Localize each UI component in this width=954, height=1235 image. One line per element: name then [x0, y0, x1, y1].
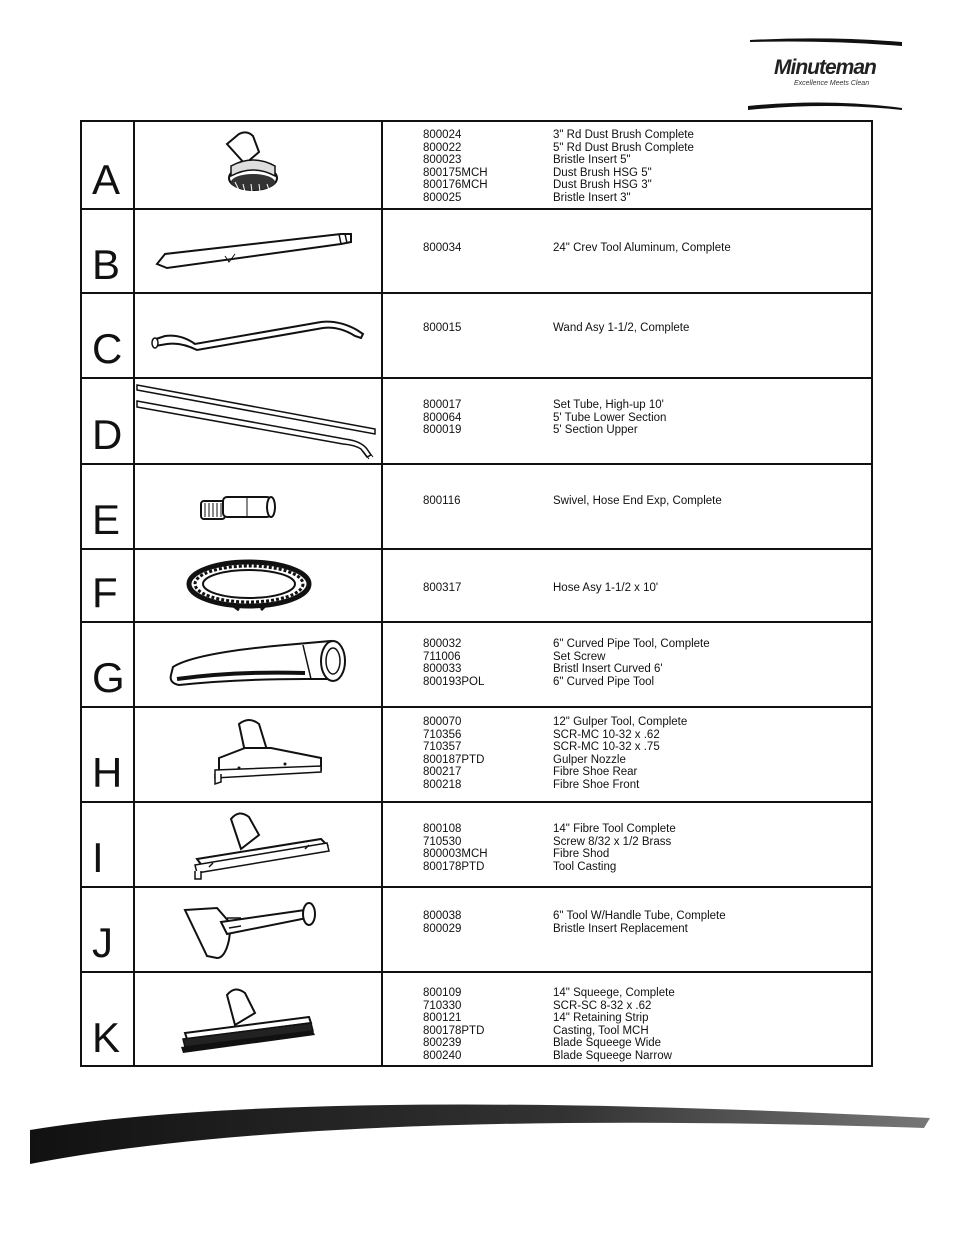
part-description: Bristle Insert 3": [553, 191, 631, 204]
part-line: [423, 179, 861, 192]
row-letter: B: [92, 241, 121, 288]
part-description: Bristle Insert 5": [553, 154, 631, 167]
part-picture-cell: [135, 210, 383, 294]
row-letter: H: [92, 749, 123, 796]
part-line: [423, 322, 861, 335]
part-number: 800023: [423, 154, 462, 167]
part-info-cell: [383, 122, 871, 209]
row-letter: G: [92, 654, 125, 701]
part-description: Swivel, Hose End Exp, Complete: [553, 495, 722, 507]
part-number: 800187PTD: [423, 753, 485, 766]
row-letter: D: [92, 411, 123, 458]
row-letter-cell: [82, 465, 135, 549]
row-letter: J: [92, 919, 113, 966]
part-number: 800025: [423, 191, 462, 204]
part-line: [423, 638, 861, 651]
part-number: 800003MCH: [423, 848, 488, 861]
row-letter: C: [92, 325, 123, 372]
part-line: [423, 651, 861, 664]
part-description: Fibre Shoe Rear: [553, 766, 638, 779]
part-number: 800178PTD: [423, 860, 485, 873]
handle-tube-tool-icon: [135, 888, 383, 974]
part-info-cell: [383, 465, 871, 549]
part-number: 800109: [423, 987, 462, 999]
part-number: 800121: [423, 1012, 462, 1025]
high-up-tubes-icon: [135, 379, 383, 466]
row-letter-cell: [82, 973, 135, 1067]
part-line: [423, 154, 861, 167]
part-description: 6" Curved Pipe Tool, Complete: [553, 638, 710, 650]
part-description: 6" Tool W/Handle Tube, Complete: [553, 910, 726, 922]
part-number: 800033: [423, 663, 462, 676]
curved-pipe-tool-icon: [135, 623, 383, 709]
part-description: Fibre Shod: [553, 848, 610, 861]
part-picture-cell: [135, 973, 383, 1067]
part-picture-cell: [135, 623, 383, 707]
part-picture-cell: [135, 465, 383, 549]
part-line: [423, 1050, 861, 1063]
part-line: [423, 987, 861, 1000]
part-picture-cell: [135, 888, 383, 972]
part-description: Blade Squeege Narrow: [553, 1049, 672, 1062]
part-number: 710530: [423, 835, 462, 848]
part-description: Set Screw: [553, 650, 606, 663]
part-description: Screw 8/32 x 1/2 Brass: [553, 835, 672, 848]
brand-tagline: Excellence Meets Clean: [794, 80, 870, 87]
part-number: 710357: [423, 741, 462, 754]
part-number: 800022: [423, 141, 462, 154]
part-number: 800239: [423, 1037, 462, 1050]
part-number: 800178PTD: [423, 1024, 485, 1037]
dust-brush-icon: [135, 122, 383, 209]
part-description: Blade Squeege Wide: [553, 1037, 662, 1050]
part-description: Tool Casting: [553, 860, 617, 873]
row-letter-cell: [82, 122, 135, 209]
part-number: 800116: [423, 495, 461, 507]
part-info-cell: [383, 210, 871, 294]
part-line: [423, 142, 861, 155]
part-number: 800218: [423, 778, 462, 791]
part-description: Dust Brush HSG 5": [553, 166, 652, 179]
part-description: 14" Retaining Strip: [553, 1012, 649, 1025]
part-line: [423, 1000, 861, 1013]
part-info-cell: [383, 973, 871, 1067]
part-line: [423, 779, 861, 792]
part-line: [423, 823, 861, 836]
part-line: [423, 716, 861, 729]
part-line: [423, 754, 861, 767]
part-line: [423, 861, 861, 874]
part-line: [423, 910, 861, 923]
part-line: [423, 729, 861, 742]
part-number: 800175MCH: [423, 166, 488, 179]
part-line: [423, 836, 861, 849]
part-number: 800034: [423, 242, 462, 254]
parts-table: [80, 120, 873, 1067]
part-line: [423, 242, 861, 255]
part-number: 800019: [423, 424, 462, 437]
part-description: 5" Rd Dust Brush Complete: [553, 141, 694, 154]
brand-name: Minuteman: [774, 56, 876, 79]
row-letter-cell: [82, 550, 135, 622]
part-number: 800217: [423, 766, 462, 779]
part-line: [423, 923, 861, 936]
row-letter: F: [92, 569, 118, 616]
part-line: [423, 848, 861, 861]
row-letter-cell: [82, 379, 135, 464]
part-number: 710356: [423, 728, 462, 741]
part-picture-cell: [135, 803, 383, 887]
table-row: [82, 971, 871, 1067]
part-info-cell: [383, 708, 871, 802]
row-letter-cell: [82, 294, 135, 378]
wand-icon: [135, 294, 383, 380]
row-letter: E: [92, 496, 121, 543]
part-line: [423, 663, 861, 676]
part-number: 800108: [423, 823, 462, 835]
part-line: [423, 582, 861, 595]
part-line: [423, 167, 861, 180]
part-info-cell: [383, 550, 871, 622]
table-row: [82, 886, 871, 972]
part-line: [423, 129, 861, 142]
part-info-cell: [383, 294, 871, 378]
part-description: Dust Brush HSG 3": [553, 179, 652, 192]
row-letter: K: [92, 1014, 121, 1061]
row-letter-cell: [82, 708, 135, 802]
part-description: SCR-MC 10-32 x .62: [553, 728, 660, 741]
part-number: 711006: [423, 650, 461, 663]
part-number: 800193POL: [423, 675, 485, 688]
part-line: [423, 676, 861, 689]
part-info-cell: [383, 379, 871, 464]
fibre-tool-icon: [135, 803, 383, 889]
row-letter-cell: [82, 210, 135, 294]
part-description: 14" Squeege, Complete: [553, 987, 675, 999]
part-number: 800024: [423, 129, 462, 141]
table-row: [82, 292, 871, 378]
part-line: [423, 399, 861, 412]
part-number: 710330: [423, 999, 462, 1012]
part-number: 800070: [423, 716, 462, 728]
table-row: [82, 548, 871, 622]
part-description: 12" Gulper Tool, Complete: [553, 716, 688, 728]
part-description: Gulper Nozzle: [553, 753, 626, 766]
table-row: [82, 621, 871, 707]
part-number: 800064: [423, 411, 462, 424]
part-description: 5' Tube Lower Section: [553, 411, 667, 424]
table-row: [82, 801, 871, 887]
part-description: Hose Asy 1-1/2 x 10': [553, 582, 659, 594]
part-number: 800317: [423, 582, 462, 594]
part-description: Wand Asy 1-1/2, Complete: [553, 322, 690, 334]
part-line: [423, 412, 861, 425]
row-letter: I: [92, 834, 104, 881]
part-description: Fibre Shoe Front: [553, 778, 640, 791]
swivel-icon: [135, 465, 383, 551]
squeegee-icon: [135, 973, 383, 1069]
part-number: 800176MCH: [423, 179, 488, 192]
part-description: Casting, Tool MCH: [553, 1024, 649, 1037]
part-picture-cell: [135, 294, 383, 378]
part-number: 800017: [423, 399, 462, 411]
part-line: [423, 495, 861, 508]
part-line: [423, 766, 861, 779]
gulper-tool-icon: [135, 708, 383, 804]
table-row: [82, 208, 871, 294]
part-line: [423, 1037, 861, 1050]
part-number: 800032: [423, 638, 462, 650]
row-letter-cell: [82, 888, 135, 972]
part-description: SCR-SC 8-32 x .62: [553, 999, 652, 1012]
crevice-tool-icon: [135, 210, 383, 296]
part-line: [423, 1025, 861, 1038]
part-description: Bristl Insert Curved 6': [553, 663, 663, 676]
part-line: [423, 1012, 861, 1025]
part-description: 14" Fibre Tool Complete: [553, 823, 676, 835]
part-description: 24" Crev Tool Aluminum, Complete: [553, 242, 731, 254]
part-number: 800015: [423, 322, 462, 334]
part-description: 5' Section Upper: [553, 424, 638, 437]
table-row: [82, 706, 871, 802]
part-description: Set Tube, High-up 10': [553, 399, 664, 411]
part-picture-cell: [135, 379, 383, 464]
part-info-cell: [383, 803, 871, 887]
hose-icon: [135, 550, 383, 624]
part-picture-cell: [135, 550, 383, 622]
part-picture-cell: [135, 708, 383, 802]
part-line: [423, 741, 861, 754]
part-description: SCR-MC 10-32 x .75: [553, 741, 660, 754]
row-letter: A: [92, 156, 121, 203]
table-row: [82, 463, 871, 549]
row-letter-cell: [82, 803, 135, 887]
row-letter-cell: [82, 623, 135, 707]
footer-swoosh-icon: [0, 1080, 954, 1180]
table-row: [82, 377, 871, 464]
part-number: 800038: [423, 910, 462, 922]
part-line: [423, 424, 861, 437]
part-info-cell: [383, 623, 871, 707]
part-picture-cell: [135, 122, 383, 209]
part-number: 800240: [423, 1049, 462, 1062]
part-description: Bristle Insert Replacement: [553, 922, 688, 935]
part-info-cell: [383, 888, 871, 972]
part-number: 800029: [423, 922, 462, 935]
part-line: [423, 192, 861, 205]
part-description: 3" Rd Dust Brush Complete: [553, 129, 694, 141]
table-row: [82, 122, 871, 209]
brand-logo: [748, 36, 904, 112]
part-description: 6" Curved Pipe Tool: [553, 675, 655, 688]
